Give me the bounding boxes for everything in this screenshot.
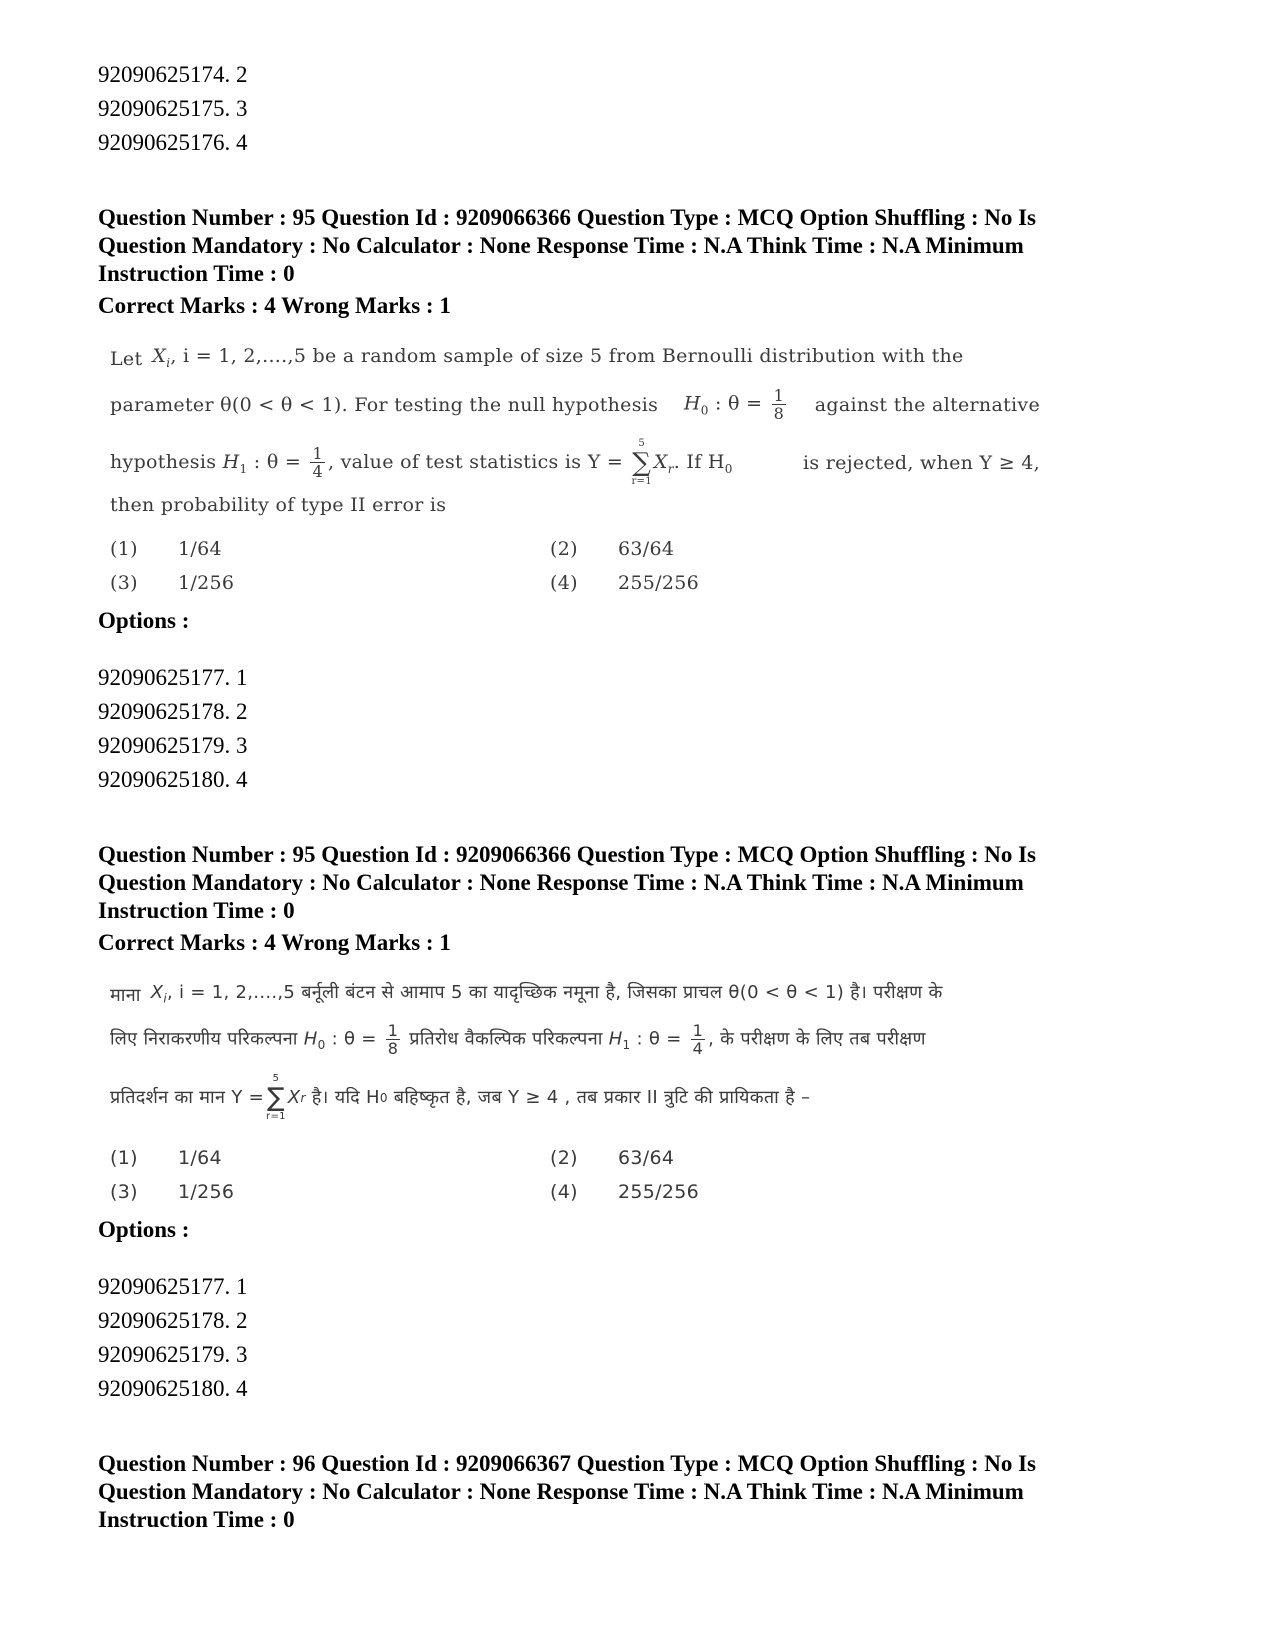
question-text: , i = 1, 2,....,5 be a random sample of size 5 from Bernoulli distribution with the <box>170 345 964 367</box>
question-body-image <box>110 343 1040 594</box>
answer-choice <box>110 1147 550 1169</box>
options-title: Options : <box>98 607 190 633</box>
question-text: बहिष्कृत है, जब Y ≥ 4 , तब प्रकार II त्रुटि की प्रायिकता है – <box>393 1087 811 1109</box>
choice-number: (2) <box>550 1147 578 1170</box>
question-text: Let <box>110 348 143 371</box>
fraction-denominator: 4 <box>312 462 323 482</box>
question-text: parameter θ(0 < θ < 1). For testing the null hypothesis <box>110 393 659 416</box>
question-header: Question Number : 95 Question Id : 9209066366 Question Type : MCQ Option Shuffling : No Is <box>98 205 1037 230</box>
math-text: : θ = <box>636 1028 682 1050</box>
marks-line: Correct Marks : 4 Wrong Marks : 1 <box>98 929 451 955</box>
option-line: 92090625179. 3 <box>98 1342 248 1368</box>
fraction <box>310 445 324 480</box>
choice-number: (3) <box>110 1181 138 1204</box>
question-text: , i = 1, 2,....,5 बर्नूली बंटन से आमाप 5 का यादृच्छिक नमूना है, जिसका प्राचल θ(0 < θ < 1) है। परीक्षण के <box>166 981 943 1003</box>
question-text: , value of test statistics is Y = <box>327 450 624 473</box>
math-sub: 0 <box>379 1091 388 1106</box>
question-text: hypothesis <box>110 450 217 473</box>
answer-choice <box>110 538 550 560</box>
fraction <box>772 387 786 422</box>
fraction <box>386 1022 400 1057</box>
question-header: Question Number : 95 Question Id : 9209066366 Question Type : MCQ Option Shuffling : No Is <box>98 841 1037 867</box>
math-var: H <box>683 392 701 415</box>
choice-value: 1/64 <box>178 537 222 560</box>
choice-value: 63/64 <box>618 537 675 560</box>
question-text-line <box>110 376 1040 434</box>
options-title: Options : <box>98 1217 190 1243</box>
answer-choice <box>550 1181 850 1203</box>
option-line: 92090625176. 4 <box>98 130 248 155</box>
question-text: लिए निराकरणीय परिकल्पना <box>110 1028 298 1050</box>
answer-choices <box>110 538 1040 594</box>
question-text: प्रतिदर्शन का मान Y = <box>110 1087 265 1109</box>
answer-choice <box>550 1147 850 1169</box>
option-line: 92090625177. 1 <box>98 664 248 690</box>
choice-number: (1) <box>110 537 138 560</box>
question-text-line <box>110 492 1040 518</box>
question-header: Instruction Time : 0 <box>98 1507 295 1533</box>
answer-choice <box>110 572 550 594</box>
math-sub: 0 <box>317 1038 326 1053</box>
choice-value: 255/256 <box>618 1181 700 1204</box>
question-header: Question Mandatory : No Calculator : None Response Time : N.A Think Time : N.A Minimum <box>98 869 1024 895</box>
sigma-icon: ∑ <box>632 447 652 478</box>
math-text: : θ = <box>331 1028 377 1050</box>
question-text: is rejected, when Y ≥ 4, <box>803 451 1040 474</box>
choice-value: 1/64 <box>178 1147 222 1170</box>
question-header: Question Number : 96 Question Id : 9209066367 Question Type : MCQ Option Shuffling : No Is <box>98 1451 1037 1477</box>
question-text-line <box>110 434 1040 492</box>
math-var: H <box>608 1028 623 1050</box>
option-line: 92090625180. 4 <box>98 766 248 792</box>
option-line: 92090625180. 4 <box>98 1376 248 1402</box>
math-var: H <box>303 1028 318 1050</box>
math-var: X <box>152 345 167 367</box>
fraction-denominator: 4 <box>692 1039 704 1059</box>
question-text: against the alternative <box>814 393 1040 416</box>
choice-value: 1/256 <box>178 571 235 594</box>
math-var: X <box>150 981 164 1003</box>
math-sub: i <box>166 355 171 370</box>
option-line: 92090625175. 3 <box>98 96 248 121</box>
choice-number: (3) <box>110 571 138 594</box>
math-sub: 0 <box>724 461 733 476</box>
math-sub: r <box>667 461 674 476</box>
choice-value: 1/256 <box>178 1181 235 1204</box>
sigma-icon: ∑ <box>267 1083 285 1114</box>
math-sub: 1 <box>622 1038 631 1053</box>
option-line: 92090625178. 2 <box>98 698 248 724</box>
answer-choice <box>550 538 850 560</box>
question-header: Instruction Time : 0 <box>98 897 295 923</box>
fraction-numerator: 1 <box>692 1021 704 1041</box>
fraction-denominator: 8 <box>387 1039 399 1059</box>
question-text: है। यदि H <box>311 1087 380 1109</box>
summation-symbol <box>631 438 651 488</box>
choice-number: (2) <box>550 537 578 560</box>
question-text: , के परीक्षण के लिए तब परीक्षण <box>708 1028 926 1050</box>
question-header: Question Mandatory : No Calculator : None Response Time : N.A Think Time : N.A Minimum <box>98 233 1024 258</box>
math-var: X <box>287 1087 301 1109</box>
sum-upper-limit: 5 <box>638 437 645 449</box>
question-text-line <box>110 343 1040 376</box>
summation-symbol <box>266 1073 286 1123</box>
choice-number: (4) <box>550 571 578 594</box>
question-95-hindi <box>98 841 1178 1407</box>
choice-value: 255/256 <box>618 571 700 594</box>
question-text: then probability of type II error is <box>110 493 447 516</box>
question-text: माना <box>110 984 141 1006</box>
option-line: 92090625177. 1 <box>98 1274 248 1300</box>
sum-upper-limit: 5 <box>272 1073 280 1085</box>
fraction-numerator: 1 <box>312 444 323 464</box>
fraction-numerator: 1 <box>773 385 785 405</box>
question-header: Question Mandatory : No Calculator : None Response Time : N.A Think Time : N.A Minimum <box>98 1479 1024 1505</box>
question-text: प्रतिरोध वैकल्पिक परिकल्पना <box>409 1028 603 1050</box>
question-95-english <box>98 204 1178 797</box>
question-text-line <box>110 1011 1040 1069</box>
answer-choice <box>550 572 850 594</box>
choice-value: 63/64 <box>618 1147 675 1170</box>
choice-number: (1) <box>110 1147 138 1170</box>
fraction-denominator: 8 <box>773 403 785 423</box>
question-header: Instruction Time : 0 <box>98 261 295 286</box>
document-page <box>98 58 1178 1534</box>
previous-options-list <box>98 58 1178 160</box>
answer-choice <box>110 1181 550 1203</box>
option-line: 92090625174. 2 <box>98 62 248 87</box>
question-body-image <box>110 980 1040 1204</box>
math-sub: i <box>163 991 167 1006</box>
math-var: H <box>222 450 240 473</box>
math-text: : θ = <box>253 450 302 473</box>
question-text-line <box>110 1069 1040 1127</box>
math-sub: r <box>300 1091 306 1106</box>
question-text-line <box>110 980 1040 1012</box>
option-line: 92090625179. 3 <box>98 732 248 758</box>
answer-choices <box>110 1147 1040 1203</box>
choice-number: (4) <box>550 1181 578 1204</box>
sum-lower-limit: r=1 <box>266 1111 286 1123</box>
fraction <box>691 1022 705 1057</box>
math-text: : θ = <box>714 392 763 415</box>
math-var: X <box>653 450 668 473</box>
math-sub: 0 <box>700 402 709 417</box>
math-sub: 1 <box>239 461 248 476</box>
sum-lower-limit: r=1 <box>631 475 652 487</box>
question-96 <box>98 1450 1178 1534</box>
question-text: . If H <box>673 450 725 473</box>
marks-line: Correct Marks : 4 Wrong Marks : 1 <box>98 293 451 318</box>
option-line: 92090625178. 2 <box>98 1308 248 1334</box>
fraction-numerator: 1 <box>387 1021 399 1041</box>
